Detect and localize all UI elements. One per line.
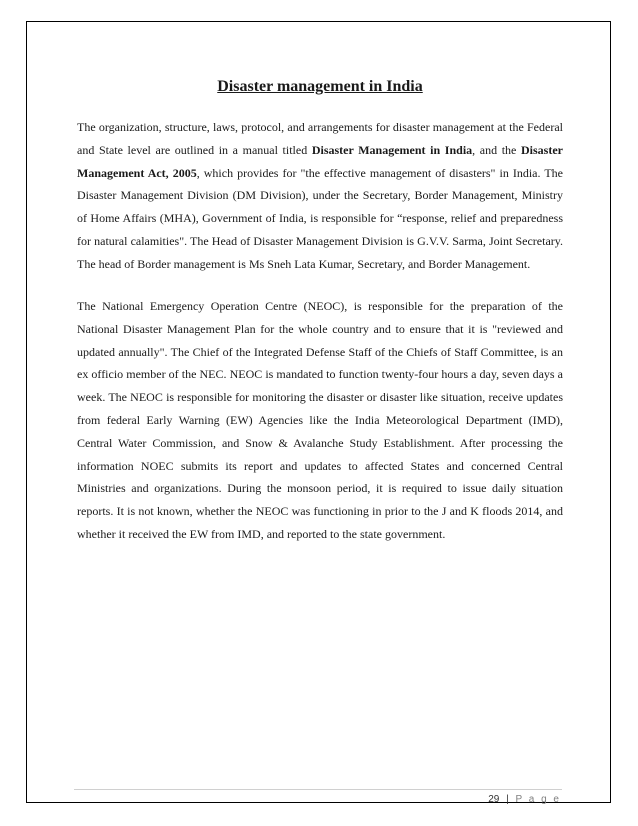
page-title: Disaster management in India — [217, 78, 423, 95]
paragraph-1-text-a: The organization, structure, laws, protocol, and arrangements for disaster management at the Federal and State level are outlined in a manual titled — [77, 120, 563, 157]
paragraph-1-bold-act: Disaster Management Act, 2005 — [77, 142, 563, 180]
footer-separator: | — [506, 794, 509, 805]
paragraph-1 — [77, 116, 563, 276]
page-label: P a g e — [515, 794, 561, 805]
paragraph-2: The National Emergency Operation Centre (NEOC), is responsible for the preparation of the National Disaster Management Plan for the whole country and to ensure that it is "reviewed and updated annually". The Chief of the Integrated Defense Staff of the Chiefs of Staff Committee, is an ex officio member of the NEC. NEOC is mandated to function twenty-four hours a day, seven days a week. The NEOC is responsible for monitoring the disaster or disaster like situation, receive updates from federal Early Warning (EW) Agencies like the India Meteorological Department (IMD), Central Water Commission, and Snow & Avalanche Study Establishment. After processing the information NOEC submits its report and updates to affected States and concerned Central Ministries and organizations. During the monsoon period, it is required to issue daily situation reports. It is not known, whether the NEOC was functioning in prior to the J and K floods 2014, and whether it received the EW from IMD, and reported to the state government. — [77, 299, 563, 541]
footer-divider — [74, 789, 562, 790]
page-footer — [488, 794, 561, 805]
paragraph-1-text-b: , and the — [472, 142, 521, 157]
paragraph-1-bold-manual: Disaster Management in India — [311, 142, 473, 157]
page-number: 29 — [488, 794, 500, 805]
paragraph-1-text-c: , which provides for "the effective management of disasters" in India. The Disaster Management Division (DM Division), under the Secretary, Border Management, Ministry of Home Affairs (MHA), Government of India, is responsible for “response, relief and preparedness for natural calamities". The Head of Disaster Management Division is G.V.V. Sarma, Joint Secretary. The head of Border management is Ms Sneh Lata Kumar, Secretary, and Border Management. — [77, 165, 563, 271]
